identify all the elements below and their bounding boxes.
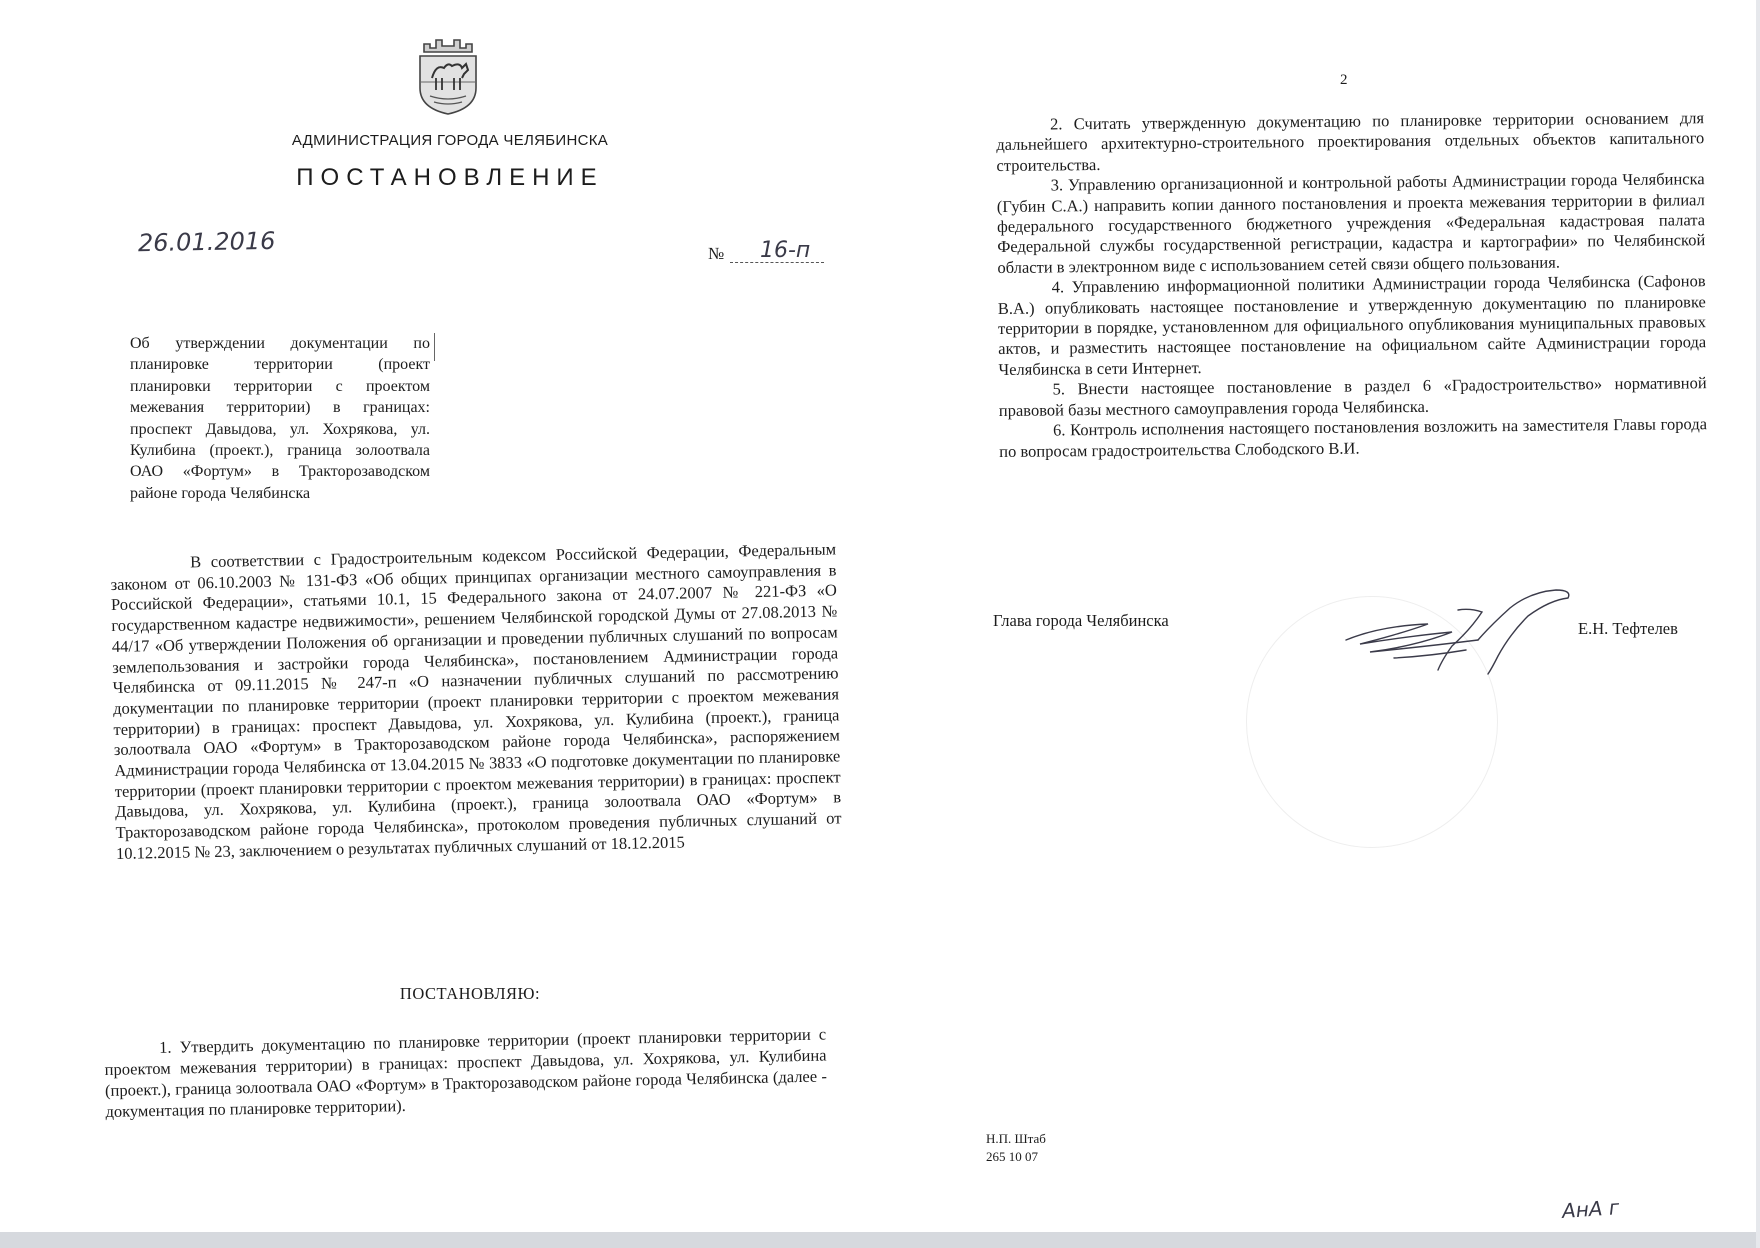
organization-name: АДМИНИСТРАЦИЯ ГОРОДА ЧЕЛЯБИНСКА <box>291 132 609 149</box>
page-number: 2 <box>1340 72 1348 88</box>
clause-3: 3. Управлению организационной и контрольной работы Администрации города Челябинска (Губин С.А.) направить копии данного постановления и проекта межевания территории в филиал федерального государственного бюджетного учреждения «Федеральная кадастровая палата Федеральной службы государственной регистрации, кадастра и картографии» по Челябинской области в электронном виде с использованием сетей связи общего пользования. <box>996 169 1706 277</box>
clause-5: 5. Внести настоящее постановление в раздел 6 «Градостроительство» нормативной правовой базы местного самоуправления города Челябинска. <box>998 373 1707 420</box>
number-label: № <box>708 244 725 263</box>
city-coat-of-arms-icon <box>410 34 486 118</box>
clause-4: 4. Управлению информационной политики Администрации города Челябинска (Сафонов В.А.) опубликовать настоящее постановление и утвержденную документацию по планировке территории в порядке, установленном для официального опубликования муниципальных правовых актов, и разместить настоящее постановление на официальном сайте Администрации города Челябинска в сети Интернет. <box>997 271 1707 379</box>
scan-right-edge <box>1756 0 1760 1248</box>
subject-bracket <box>434 333 436 361</box>
document-type: ПОСТАНОВЛЕНИЕ <box>296 164 604 191</box>
clauses-continued <box>996 108 1707 462</box>
handwritten-signature <box>1340 586 1580 676</box>
document-date: 26.01.2016 <box>137 226 276 258</box>
resolve-heading: ПОСТАНОВЛЯЮ: <box>399 984 541 1003</box>
clause-2: 2. Считать утвержденную документацию по планировке территории основанием для дальнейшего архитектурно-строительного проектирования отдельных объектов капитального строительства. <box>996 108 1705 175</box>
document-number: 16-п <box>760 238 811 263</box>
signatory-name: Е.Н. Тефтелев <box>1578 619 1678 638</box>
clause-6: 6. Контроль исполнения настоящего постановления возложить на заместителя Главы города по вопросам градостроительства Слободского В.И. <box>999 414 1708 461</box>
scan-bottom-edge <box>0 1232 1760 1248</box>
executor-block <box>986 1130 1046 1166</box>
clause-1: 1. Утвердить документацию по планировке территории (проект планировки территории с проектом межевания территории) в границах: проспект Давыдова, ул. Хохрякова, ул. Кулибина (проект.), граница золоотвала ОАО «Фортум» в Тракторозаводском районе города Челябинска (далее - документация по планировке территории). <box>104 1024 828 1121</box>
executor-phone: 265 10 07 <box>986 1149 1038 1164</box>
margin-handwritten-note: АнА г <box>1561 1195 1621 1223</box>
executor-name: Н.П. Штаб <box>986 1131 1046 1146</box>
document-subject: Об утверждении документации по планировке территории (проект планировки территории с проектом межевания территории) в границах: проспект Давыдова, ул. Хохрякова, ул. Кулибина (проект.), граница золоотвала ОАО «Фортум» в Тракторозаводском районе города Челябинска <box>130 335 430 502</box>
preamble-paragraph: В соответствии с Градостроительным кодексом Российской Федерации, Федеральным законом от 06.10.2003 № 131-ФЗ «Об общих принципах организации местного самоуправления в Российской Федерации», статьями 10.1, 15 Федерального закона от 24.07.2007 № 221-ФЗ «О государственном кадастре недвижимости», решением Челябинской городской Думы от 27.08.2013 № 44/17 «Об утверждении Положения об организации и проведении публичных слушаний по вопросам землепользования и застройки города Челябинска», постановлением Администрации города Челябинска от 09.11.2015 № 247-п «О назначении публичных слушаний по рассмотрению документации по планировке территории (проект планировки территории с проектом межевания территории) в границах: проспект Давыдова, ул. Хохрякова, ул. Кулибина (проект.), граница золоотвала ОАО «Фортум» в Тракторозаводском районе города Челябинска», распоряжением Администрации города Челябинска от 13.04.2015 № 3833 «О подготовке документации по планировке территории (проект планировки территории с проектом межевания территории) в границах: проспект Давыдова, ул. Хохрякова, ул. Кулибина (проект.), граница золоотвала ОАО «Фортум» в Тракторозаводском районе города Челябинска», протоколом проведения публичных слушаний от 10.12.2015 № 23, заключением о результатах публичных слушаний от 18.12.2015 <box>110 539 842 863</box>
signatory-title: Глава города Челябинска <box>993 611 1169 630</box>
